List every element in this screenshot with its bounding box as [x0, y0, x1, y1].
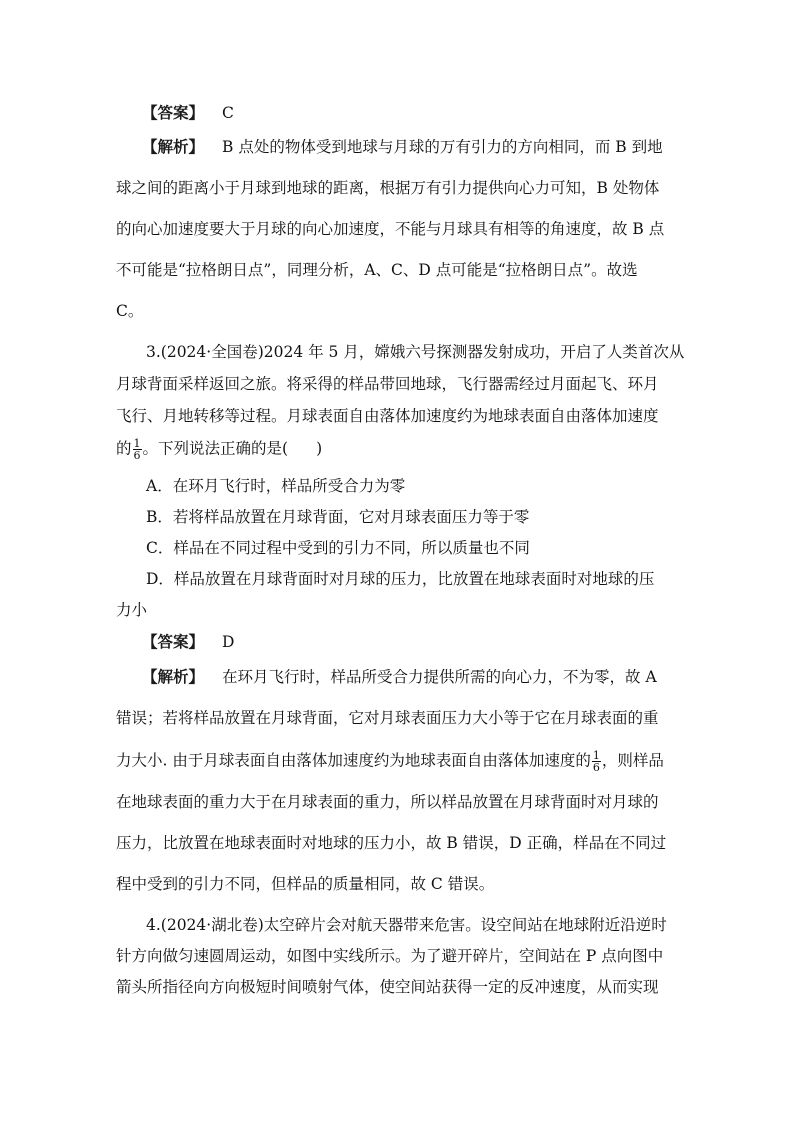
analysis-line-5: C。 [116, 302, 144, 320]
analysis-line-1 [116, 137, 680, 157]
analysis-line-3: 的向心加速度要大于月球的向心加速度，不能与月球具有相等的角速度，故 B 点 [116, 220, 665, 238]
question3-line-2: 月球背面采样返回之旅。将采得的样品带回地球，飞行器需经过月面起飞、环月 [116, 375, 659, 393]
option-d-continued: 力小 [116, 601, 148, 619]
analysis-line-2: 球之间的距离小于月球到地球的距离，根据万有引力提供向心力可知，B 处物体 [116, 179, 660, 197]
analysis2-line-2: 错误；若将样品放置在月球背面，它对月球表面压力大小等于它在月球表面的重 [116, 709, 659, 727]
answer-value: C [222, 104, 234, 122]
analysis2-line-4: 在地球表面的重力大于在月球表面的重力，所以样品放置在月球背面时对月球的 [116, 793, 659, 811]
option-d: D．样品放置在月球背面时对月球的压力，比放置在地球表面时对地球的压 [146, 570, 655, 588]
question4-line-1: 4.(2024·湖北卷)太空碎片会对航天器带来危害。设空间站在地球附近沿逆时 [146, 916, 667, 934]
option-b: B．若将样品放置在月球背面，它对月球表面压力等于零 [146, 508, 530, 526]
answer-line-2 [116, 632, 680, 652]
analysis2-line-6: 程中受到的引力不同，但样品的质量相同，故 C 错误。 [116, 875, 495, 893]
analysis-tag: 【解析】 [142, 137, 205, 156]
analysis-line-4: 不可能是“拉格朗日点”，同理分析，A、C、D 点可能是“拉格朗日点”。故选 [116, 261, 638, 279]
fraction-one-sixth: $\frac{1}{6}$ [592, 749, 600, 774]
option-a: A．在环月飞行时，样品所受合力为零 [146, 477, 406, 495]
question3-line-1: 3.(2024·全国卷)2024 年 5 月，嫦娥六号探测器发射成功，开启了人类首次从 [146, 343, 685, 361]
question4-line-3: 箭头所指径向方向极短时间喷射气体，使空间站获得一定的反冲速度，从而实现 [116, 978, 659, 996]
answer-tag: 【答案】 [142, 103, 205, 122]
answer-line-1 [116, 103, 680, 123]
question3-line-4: 的 $\frac{1}{6}$ 。下列说法正确的是( ) [116, 437, 323, 462]
question3-line-3: 飞行、月地转移等过程。月球表面自由落体加速度约为地球表面自由落体加速度 [116, 407, 659, 425]
analysis2-line-1: 【解析】 在环月飞行时，样品所受合力提供所需的向心力，不为零，故 A [142, 667, 657, 686]
analysis-text: B 点处的物体受到地球与月球的万有引力的方向相同，而 B 到地 [222, 138, 663, 156]
answer-value: D [222, 633, 235, 651]
question4-line-2: 针方向做匀速圆周运动，如图中实线所示。为了避开碎片，空间站在 P 点向图中 [116, 947, 664, 965]
fraction-one-sixth: $\frac{1}{6}$ [133, 437, 141, 462]
answer-tag: 【答案】 [142, 632, 205, 651]
analysis2-line-3: 力大小. 由于月球表面自由落体加速度约为地球表面自由落体加速度的 $\frac{1}{6}$ ，则样品 [116, 749, 664, 774]
analysis2-line-5: 压力，比放置在地球表面时对地球的压力小，故 B 错误，D 正确，样品在不同过 [116, 834, 667, 852]
option-c: C．样品在不同过程中受到的引力不同，所以质量也不同 [146, 539, 530, 557]
analysis-tag: 【解析】 [142, 667, 205, 686]
